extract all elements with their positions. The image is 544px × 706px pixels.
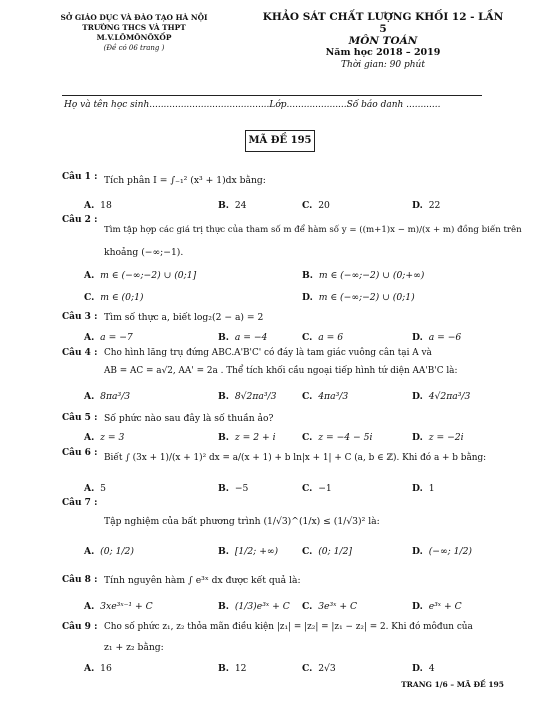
q1-option-c[interactable]: C. 20: [302, 200, 330, 211]
question-2-label: Câu 2 :: [62, 215, 98, 225]
q6-option-c[interactable]: C. −1: [302, 483, 332, 494]
school-year: Năm học 2018 – 2019: [325, 47, 441, 58]
q4-option-b[interactable]: B. 8√2πa³/3: [218, 391, 277, 402]
exam-title: KHẢO SÁT CHẤT LƯỢNG KHỐI 12 - LẦN 5: [262, 11, 504, 35]
time-limit: Thời gian: 90 phút: [341, 60, 425, 70]
q9-option-b[interactable]: B. 12: [218, 663, 247, 674]
q5-option-b[interactable]: B. z = 2 + i: [218, 432, 276, 443]
question-2-text-line2: khoảng (−∞;−1).: [104, 247, 184, 258]
question-1-label: Câu 1 :: [62, 172, 98, 182]
header-divider: [62, 95, 482, 96]
question-8-label: Câu 8 :: [62, 575, 98, 585]
question-1-text: Tích phân I = ∫₋₁² (x³ + 1)dx bằng:: [104, 175, 266, 186]
question-3-label: Câu 3 :: [62, 312, 98, 322]
q1-option-d[interactable]: D. 22: [412, 200, 441, 211]
header-right: [258, 11, 508, 71]
q8-option-b[interactable]: B. (1/3)e³ˣ + C: [218, 601, 290, 612]
q9-option-d[interactable]: D. 4: [412, 663, 435, 674]
question-7-text: Tập nghiệm của bất phương trình (1/√3)^(1/x) ≤ (1/√3)² là:: [104, 516, 380, 527]
q1-option-a[interactable]: A. 18: [84, 200, 112, 211]
q2-option-b[interactable]: B. m ∈ (−∞;−2) ∪ (0;+∞): [302, 270, 425, 281]
q1-option-b[interactable]: B. 24: [218, 200, 247, 211]
q2-option-a[interactable]: A. m ∈ (−∞;−2) ∪ (0;1]: [84, 270, 197, 281]
q9-option-c[interactable]: C. 2√3: [302, 663, 336, 674]
q7-option-a[interactable]: A. (0; 1/2): [84, 546, 134, 557]
q3-option-d[interactable]: D. a = −6: [412, 332, 462, 343]
page-footer: TRANG 1/6 – MÃ ĐỀ 195: [401, 680, 504, 689]
q6-option-b[interactable]: B. −5: [218, 483, 249, 494]
question-4-label: Câu 4 :: [62, 348, 98, 358]
question-4-text-line1: Cho hình lăng trụ đứng ABC.A'B'C' có đáy là tam giác vuông cân tại A và: [104, 348, 432, 358]
question-2-text-line1: Tìm tập hợp các giá trị thực của tham số m để hàm số y = ((m+1)x − m)/(x + m) đồng biến trên: [104, 225, 522, 235]
q8-option-d[interactable]: D. e³ˣ + C: [412, 601, 462, 612]
q7-option-b[interactable]: B. [1/2; +∞): [218, 546, 279, 557]
question-7-label: Câu 7 :: [62, 498, 98, 508]
department-name: SỞ GIÁO DỤC VÀ ĐÀO TẠO HÀ NỘI: [60, 13, 208, 22]
q3-option-a[interactable]: A. a = −7: [84, 332, 133, 343]
question-5-text: Số phức nào sau đây là số thuần ảo?: [104, 413, 274, 424]
question-9-text-line2: z₁ + z₂ bằng:: [104, 642, 164, 653]
question-4-text-line2: AB = AC = a√2, AA' = 2a . Thể tích khối cầu ngoại tiếp hình tứ diện AA'B'C là:: [104, 366, 458, 376]
q4-option-a[interactable]: A. 8πa³/3: [84, 391, 131, 402]
question-3-text: Tìm số thực a, biết log₂(2 − a) = 2: [104, 312, 264, 323]
question-6-text: Biết ∫ (3x + 1)/(x + 1)² dx = a/(x + 1) + b ln|x + 1| + C (a, b ∈ ℤ). Khi đó a + b bằng:: [104, 453, 487, 463]
q2-option-d[interactable]: D. m ∈ (−∞;−2) ∪ (0;1): [302, 292, 415, 303]
q4-option-c[interactable]: C. 4πa³/3: [302, 391, 349, 402]
subject: MÔN TOÁN: [348, 35, 418, 47]
q2-option-c[interactable]: C. m ∈ (0;1): [84, 292, 144, 303]
q7-option-c[interactable]: C. (0; 1/2]: [302, 546, 353, 557]
question-6-label: Câu 6 :: [62, 448, 98, 458]
header-left: [44, 13, 224, 53]
student-info-line: Họ và tên học sinh..........................................Lớp.....................Số báo danh ............: [64, 100, 441, 110]
question-9-label: Câu 9 :: [62, 622, 98, 632]
question-5-label: Câu 5 :: [62, 413, 98, 423]
q4-option-d[interactable]: D. 4√2πa³/3: [412, 391, 471, 402]
q3-option-b[interactable]: B. a = −4: [218, 332, 268, 343]
q8-option-a[interactable]: A. 3xe³ˣ⁻¹ + C: [84, 601, 153, 612]
q3-option-c[interactable]: C. a = 6: [302, 332, 344, 343]
school-name: TRƯỜNG THCS VÀ THPT M.V.LÔMÔNÔXỐP: [82, 23, 186, 42]
question-9-text-line1: Cho số phức z₁, z₂ thỏa mãn điều kiện |z₁| = |z₂| = |z₁ − z₂| = 2. Khi đó môđun của: [104, 622, 473, 632]
exam-code-box: MÃ ĐỀ 195: [245, 130, 315, 152]
question-8-text: Tính nguyên hàm ∫ e³ˣ dx được kết quả là:: [104, 575, 301, 586]
q5-option-a[interactable]: A. z = 3: [84, 432, 125, 443]
q8-option-c[interactable]: C. 3e³ˣ + C: [302, 601, 357, 612]
q9-option-a[interactable]: A. 16: [84, 663, 112, 674]
q6-option-d[interactable]: D. 1: [412, 483, 435, 494]
q7-option-d[interactable]: D. (−∞; 1/2): [412, 546, 473, 557]
q6-option-a[interactable]: A. 5: [84, 483, 107, 494]
q5-option-c[interactable]: C. z = −4 − 5i: [302, 432, 373, 443]
q5-option-d[interactable]: D. z = −2i: [412, 432, 464, 443]
page-count-note: (Đề có 06 trang ): [103, 44, 165, 52]
